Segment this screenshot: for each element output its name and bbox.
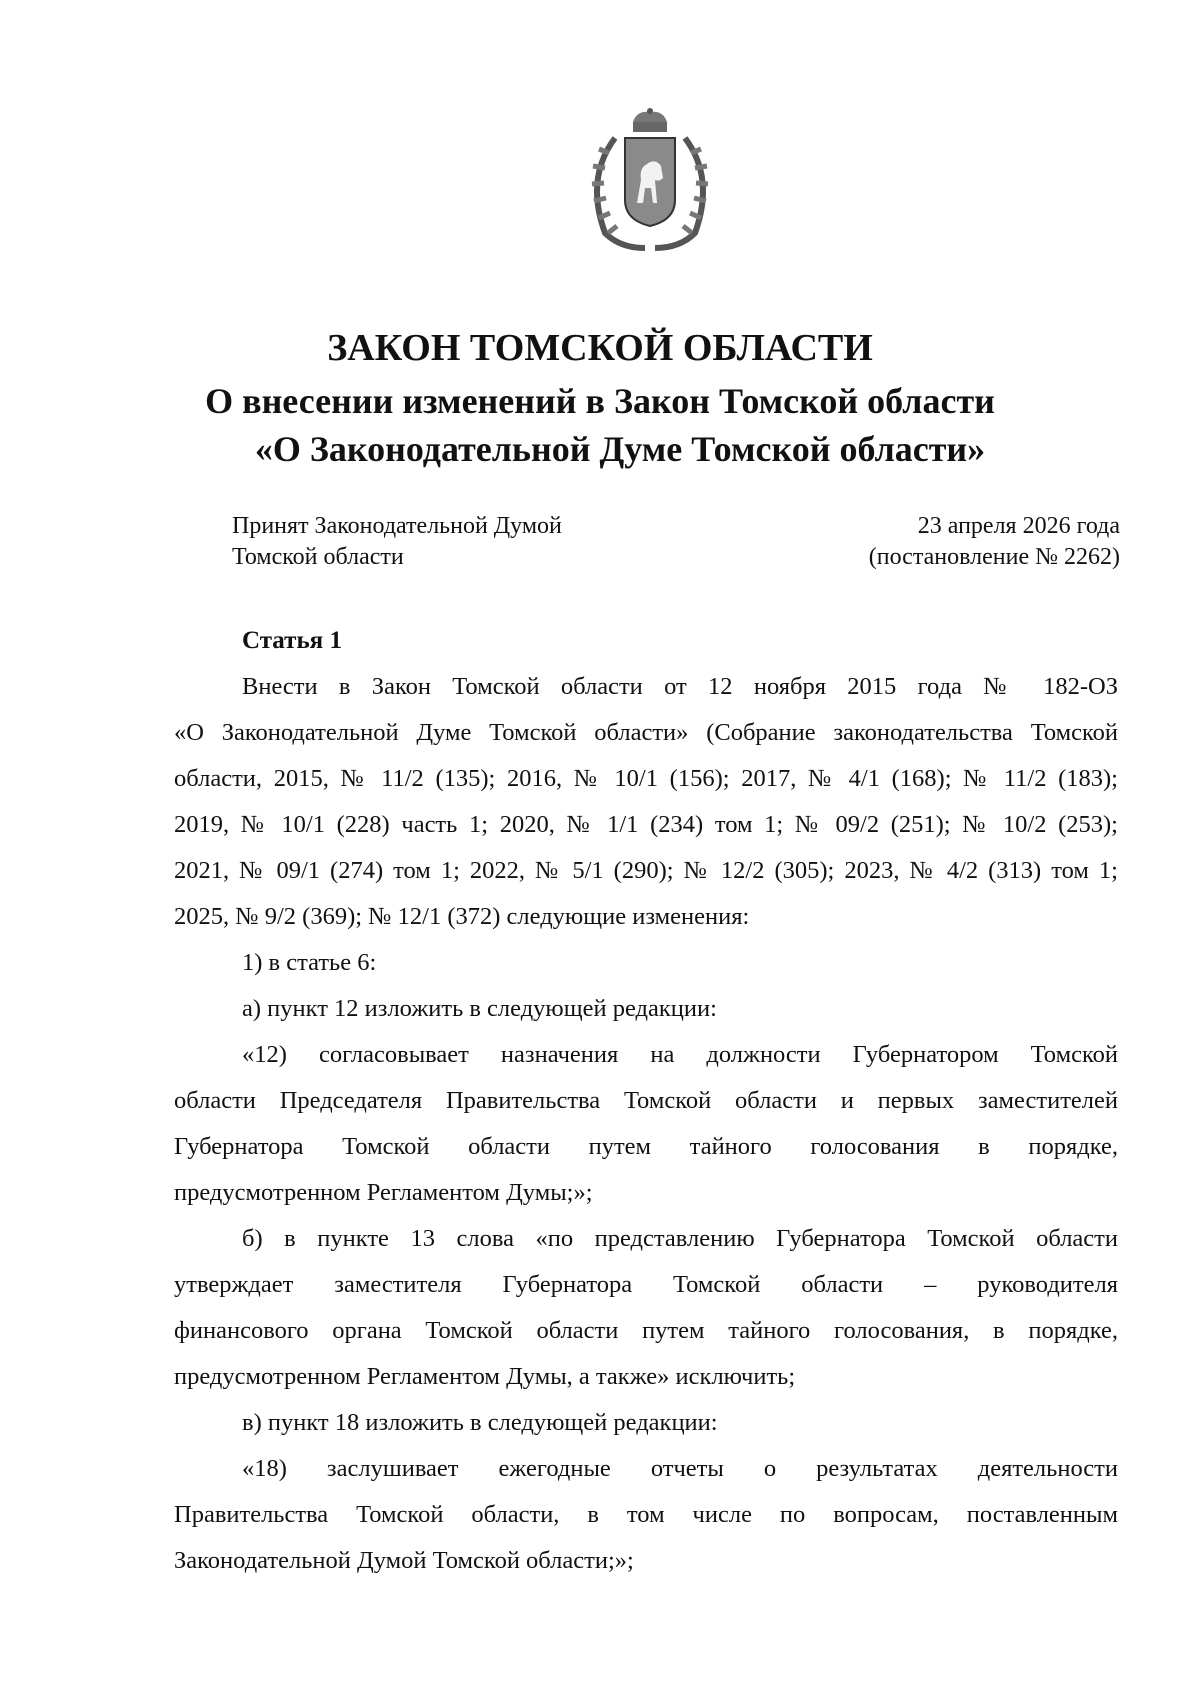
item-b-line: финансового органа Томской области путем тайного голосования, в порядке, <box>174 1317 1118 1344</box>
paragraph-line: 2019, № 10/1 (228) часть 1; 2020, № 1/1 (234) том 1; № 09/2 (251); № 10/2 (253); <box>174 811 1118 838</box>
adoption-date-block <box>810 511 1120 573</box>
article-heading: Статья 1 <box>242 627 342 654</box>
paragraph-line: Внести в Закон Томской области от 12 ноября 2015 года № 182-ОЗ <box>242 673 1118 700</box>
quote-18-line: Законодательной Думой Томской области;»; <box>174 1547 634 1574</box>
adopted-by-line1: Принят Законодательной Думой <box>232 513 562 539</box>
amendment-items <box>174 940 1118 1584</box>
law-title: ЗАКОН ТОМСКОЙ ОБЛАСТИ <box>327 327 873 369</box>
item-v: в) пункт 18 изложить в следующей редакции: <box>242 1409 718 1436</box>
paragraph-line: «О Законодательной Думе Томской области» (Собрание законодательства Томской <box>174 719 1118 746</box>
law-subtitle-line2: «О Законодательной Думе Томской области» <box>254 429 986 469</box>
adopted-by-line2: Томской области <box>232 544 404 570</box>
paragraph-line: области, 2015, № 11/2 (135); 2016, № 10/1 (156); 2017, № 4/1 (168); № 11/2 (183); <box>174 765 1118 792</box>
item-1: 1) в статье 6: <box>242 949 377 976</box>
item-a: а) пункт 12 изложить в следующей редакции: <box>242 995 717 1022</box>
item-b-line: б) в пункте 13 слова «по представлению Губернатора Томской области <box>242 1225 1118 1252</box>
item-b-line: предусмотренном Регламентом Думы, а также» исключить; <box>174 1363 796 1390</box>
coat-of-arms-emblem <box>575 108 725 258</box>
quote-12-line: «12) согласовывает назначения на должности Губернатором Томской <box>242 1041 1118 1068</box>
article-body <box>174 664 1118 940</box>
quote-18-line: «18) заслушивает ежегодные отчеты о результатах деятельности <box>242 1455 1118 1482</box>
resolution-number: (постановление № 2262) <box>868 544 1120 570</box>
paragraph-line: 2025, № 9/2 (369); № 12/1 (372) следующие изменения: <box>174 903 750 930</box>
paragraph-line: 2021, № 09/1 (274) том 1; 2022, № 5/1 (290); № 12/2 (305); 2023, № 4/2 (313) том 1; <box>174 857 1118 884</box>
law-subtitle-line1: О внесении изменений в Закон Томской области <box>205 381 995 421</box>
adoption-date: 23 апреля 2026 года <box>917 513 1120 539</box>
quote-12-line: Губернатора Томской области путем тайного голосования в порядке, <box>174 1133 1118 1160</box>
quote-18-line: Правительства Томской области, в том числе по вопросам, поставленным <box>174 1501 1118 1528</box>
adopted-by-block <box>232 511 562 573</box>
quote-12-line: предусмотренном Регламентом Думы;»; <box>174 1179 593 1206</box>
quote-12-line: области Председателя Правительства Томской области и первых заместителей <box>174 1087 1118 1114</box>
item-b-line: утверждает заместителя Губернатора Томской области – руководителя <box>174 1271 1118 1298</box>
